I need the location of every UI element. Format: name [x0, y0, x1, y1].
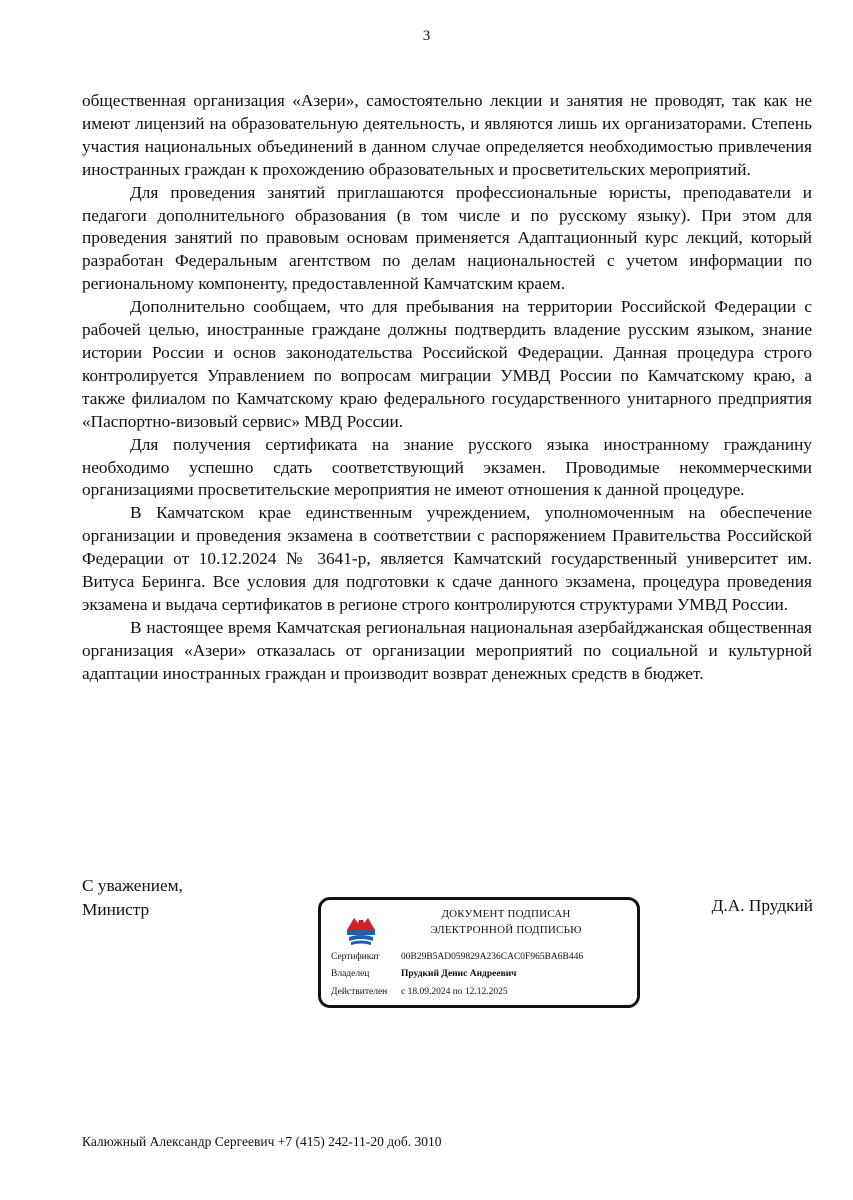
stamp-title: ДОКУМЕНТ ПОДПИСАН ЭЛЕКТРОННОЙ ПОДПИСЬЮ	[430, 908, 582, 936]
paragraph: В Камчатском крае единственным учреждением, уполномоченным на обеспечение организации и проведения экзамена в соответствии с распоряжением Правительства Российской Федерации от 10.12.2024 № 3641-р, является Камчатский государственный университет им. Витуса Беринга. Все условия для подготовки к сдаче данного экзамена, процедура проведения экзамена и выдача сертификатов в регионе строго контролируются структурами УМВД России.	[82, 503, 812, 614]
stamp-certificate-row: Сертификат 00B29B5AD059829A236CAC0F965BA6B446	[331, 952, 584, 962]
position-title: Министр	[82, 900, 150, 919]
paragraph: В настоящее время Камчатская региональная национальная азербайджанская общественная организация «Азери» отказалась от организации мероприятий по социальной и культурной адаптации иностранных граждан и производит возврат денежных средств в бюджет.	[82, 617, 812, 683]
closing-block	[82, 874, 183, 922]
letter-body	[82, 90, 812, 686]
regards-text: С уважением,	[82, 876, 183, 895]
kamchatka-emblem-icon	[345, 910, 377, 948]
paragraph: Для проведения занятий приглашаются профессиональные юристы, преподаватели и педагоги дополнительного образования (в том числе и по русскому языку). При этом для проведения занятий по правовым основам применяется Адаптационный курс лекций, который разработан Федеральным агентством по делам национальностей с учетом информации по региональному компоненту, предоставленной Камчатским краем.	[82, 182, 812, 294]
stamp-validity-row: Действителен с 18.09.2024 по 12.12.2025	[331, 987, 508, 997]
executor-contact: Калюжный Александр Сергеевич +7 (415) 242-11-20 доб. 3010	[82, 1134, 442, 1149]
signer-name: Д.А. Прудкий	[711, 896, 813, 915]
paragraph: Дополнительно сообщаем, что для пребывания на территории Российской Федерации с рабочей целью, иностранные граждане должны подтвердить владение русским языком, знание истории России и основ законодательства Российской Федерации. Данная процедура строго контролируется Управлением по вопросам миграции УМВД России по Камчатскому краю, а также филиалом по Камчатскому краю федерального государственного унитарного предприятия «Паспортно-визовый сервис» МВД России.	[82, 297, 812, 431]
paragraph: Для получения сертификата на знание русского языка иностранному гражданину необходимо успешно сдать соответствующий экзамен. Проводимые некоммерческими организациями просветительские мероприятия не имеют отношения к данной процедуре.	[82, 434, 812, 500]
paragraph: общественная организация «Азери», самостоятельно лекции и занятия не проводят, так как не имеют лицензий на образовательную деятельность, и являются лишь их организаторами. Степень участия национальных объединений в данном случае определяется необходимостью привлечения иностранных граждан к прохождению образовательных и просветительских мероприятий.	[82, 91, 812, 179]
stamp-owner-row: Владелец Прудкий Денис Андреевич	[331, 969, 517, 979]
page-number: 3	[422, 28, 431, 44]
electronic-signature-stamp	[318, 897, 640, 1008]
